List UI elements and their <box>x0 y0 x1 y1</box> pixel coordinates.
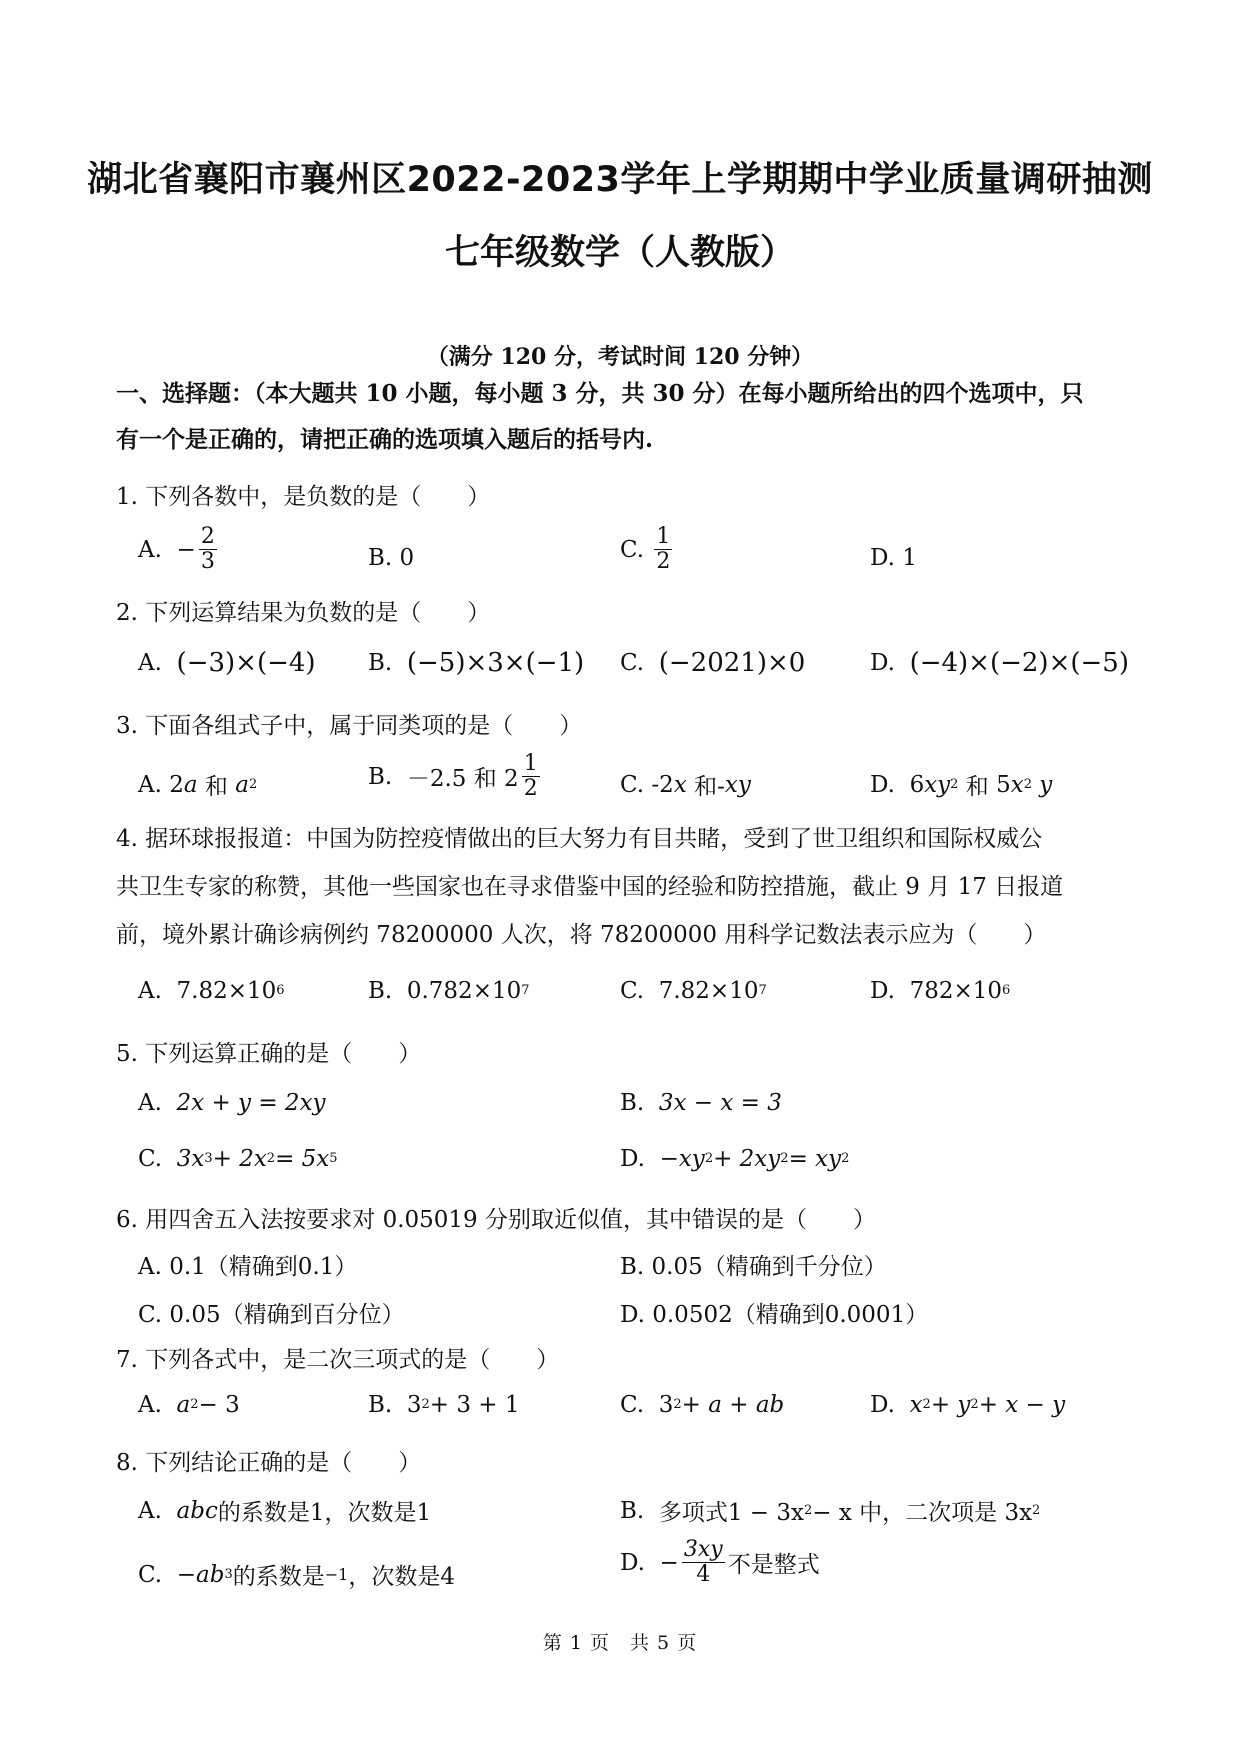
section-intro-line2: 有一个是正确的，请把正确的选项填入题后的括号内. <box>116 426 654 453</box>
q3-stem: 3. 下面各组式子中，属于同类项的是（ ） <box>116 713 583 739</box>
q2-stem: 2. 下列运算结果为负数的是（ ） <box>116 600 491 626</box>
q8-option-b: B. 多项式1 − 3x 2 − x 中，二次项是 3x 2 <box>620 1497 1041 1526</box>
q4-option-a: A. 7.82×10 6 <box>138 978 285 1004</box>
q1-stem: 1. 下列各数中，是负数的是（ ） <box>116 484 491 510</box>
q5-option-c: C. 3x 3 + 2x 2 = 5x 5 <box>138 1146 338 1172</box>
q1-c-fraction: $\frac{1}{2}$ <box>656 524 671 575</box>
q5-option-b: B. 3x − x = 3 <box>620 1090 782 1116</box>
q8-option-a: A. abc 的系数是1，次数是1 <box>138 1497 432 1526</box>
q1-option-d: D. 1 <box>870 545 917 571</box>
q8-d-fraction: $\frac{3xy}{4}$ <box>683 1537 723 1588</box>
q4-line2: 共卫生专家的称赞，其他一些国家也在寻求借鉴中国的经验和防控措施，截止 9 月 17 日报道 <box>116 874 1064 900</box>
exam-subject: 七年级数学（人教版） <box>444 233 795 273</box>
q4-option-c: C. 7.82×10 7 <box>620 978 767 1004</box>
q7-option-c: C. 3 2 + a + ab <box>620 1392 785 1418</box>
q6-stem: 6. 用四舍五入法按要求对 0.05019 分别取近似值，其中错误的是（ ） <box>116 1207 876 1233</box>
exam-title: 湖北省襄阳市襄州区2022-2023学年上学期期中学业质量调研抽测 <box>87 160 1153 200</box>
q4-option-d: D. 782×10 6 <box>870 978 1011 1004</box>
exam-info: （满分 120 分，考试时间 120 分钟） <box>426 344 814 370</box>
q8-option-c: C. −ab 3 的系数是 −1 ，次数是4 <box>138 1561 455 1590</box>
q5-option-a: A. 2x + y = 2xy <box>138 1090 326 1116</box>
q2-option-b: B. (−5)×3×(−1) <box>368 648 585 678</box>
q3-option-d: D. 6 xy 2 和 5 x 2 y <box>870 771 1053 800</box>
q5-option-d: D. −xy 2 + 2xy 2 = xy 2 <box>620 1146 850 1172</box>
q7-stem: 7. 下列各式中，是二次三项式的是（ ） <box>116 1347 560 1373</box>
q6-option-c: C. 0.05（精确到百分位） <box>138 1302 405 1328</box>
q8-option-d: D. − $\frac{3xy}{4}$ 不是整式 <box>620 1537 820 1588</box>
q3-option-b: B. －2.5 和 2 $\frac{1}{2}$ <box>368 751 538 802</box>
q3-b-fraction: $\frac{1}{2}$ <box>523 751 538 802</box>
q1-a-fraction: $\frac{2}{3}$ <box>200 524 215 575</box>
q1-option-b: B. 0 <box>368 545 415 571</box>
q1-option-c: C. $\frac{1}{2}$ <box>620 524 671 575</box>
q6-option-b: B. 0.05（精确到千分位） <box>620 1254 887 1280</box>
page-footer: 第 1 页 共 5 页 <box>542 1632 698 1654</box>
q6-option-d: D. 0.0502（精确到0.0001） <box>620 1302 929 1328</box>
section-intro-line1: 一、选择题：（本大题共 10 小题，每小题 3 分，共 30 分）在每小题所给出的四个选项中，只 <box>116 380 1084 407</box>
q4-line1: 4. 据环球报报道：中国为防控疫情做出的巨大努力有目共睹，受到了世卫组织和国际权威公 <box>116 826 1043 852</box>
q3-option-a: A. 2 a 和 a 2 <box>138 771 258 800</box>
q2-option-d: D. (−4)×(−2)×(−5) <box>870 648 1129 678</box>
q3-option-c: C. -2 x 和- xy <box>620 771 751 800</box>
q7-option-a: A. a 2 − 3 <box>138 1392 240 1418</box>
q8-stem: 8. 下列结论正确的是（ ） <box>116 1450 422 1476</box>
q6-option-a: A. 0.1（精确到0.1） <box>138 1254 358 1280</box>
q2-option-a: A. (−3)×(−4) <box>138 648 316 678</box>
q4-line3: 前，境外累计确诊病例约 78200000 人次，将 78200000 用科学记数法表示应为（ ） <box>116 922 1047 948</box>
q1-option-a: A. − $\frac{2}{3}$ <box>138 524 215 575</box>
q7-option-b: B. 3 2 + 3 + 1 <box>368 1392 520 1418</box>
q4-option-b: B. 0.782×10 7 <box>368 978 530 1004</box>
q5-stem: 5. 下列运算正确的是（ ） <box>116 1041 422 1067</box>
q7-option-d: D. x 2 + y 2 + x − y <box>870 1392 1066 1418</box>
q2-option-c: C. (−2021)×0 <box>620 648 806 678</box>
